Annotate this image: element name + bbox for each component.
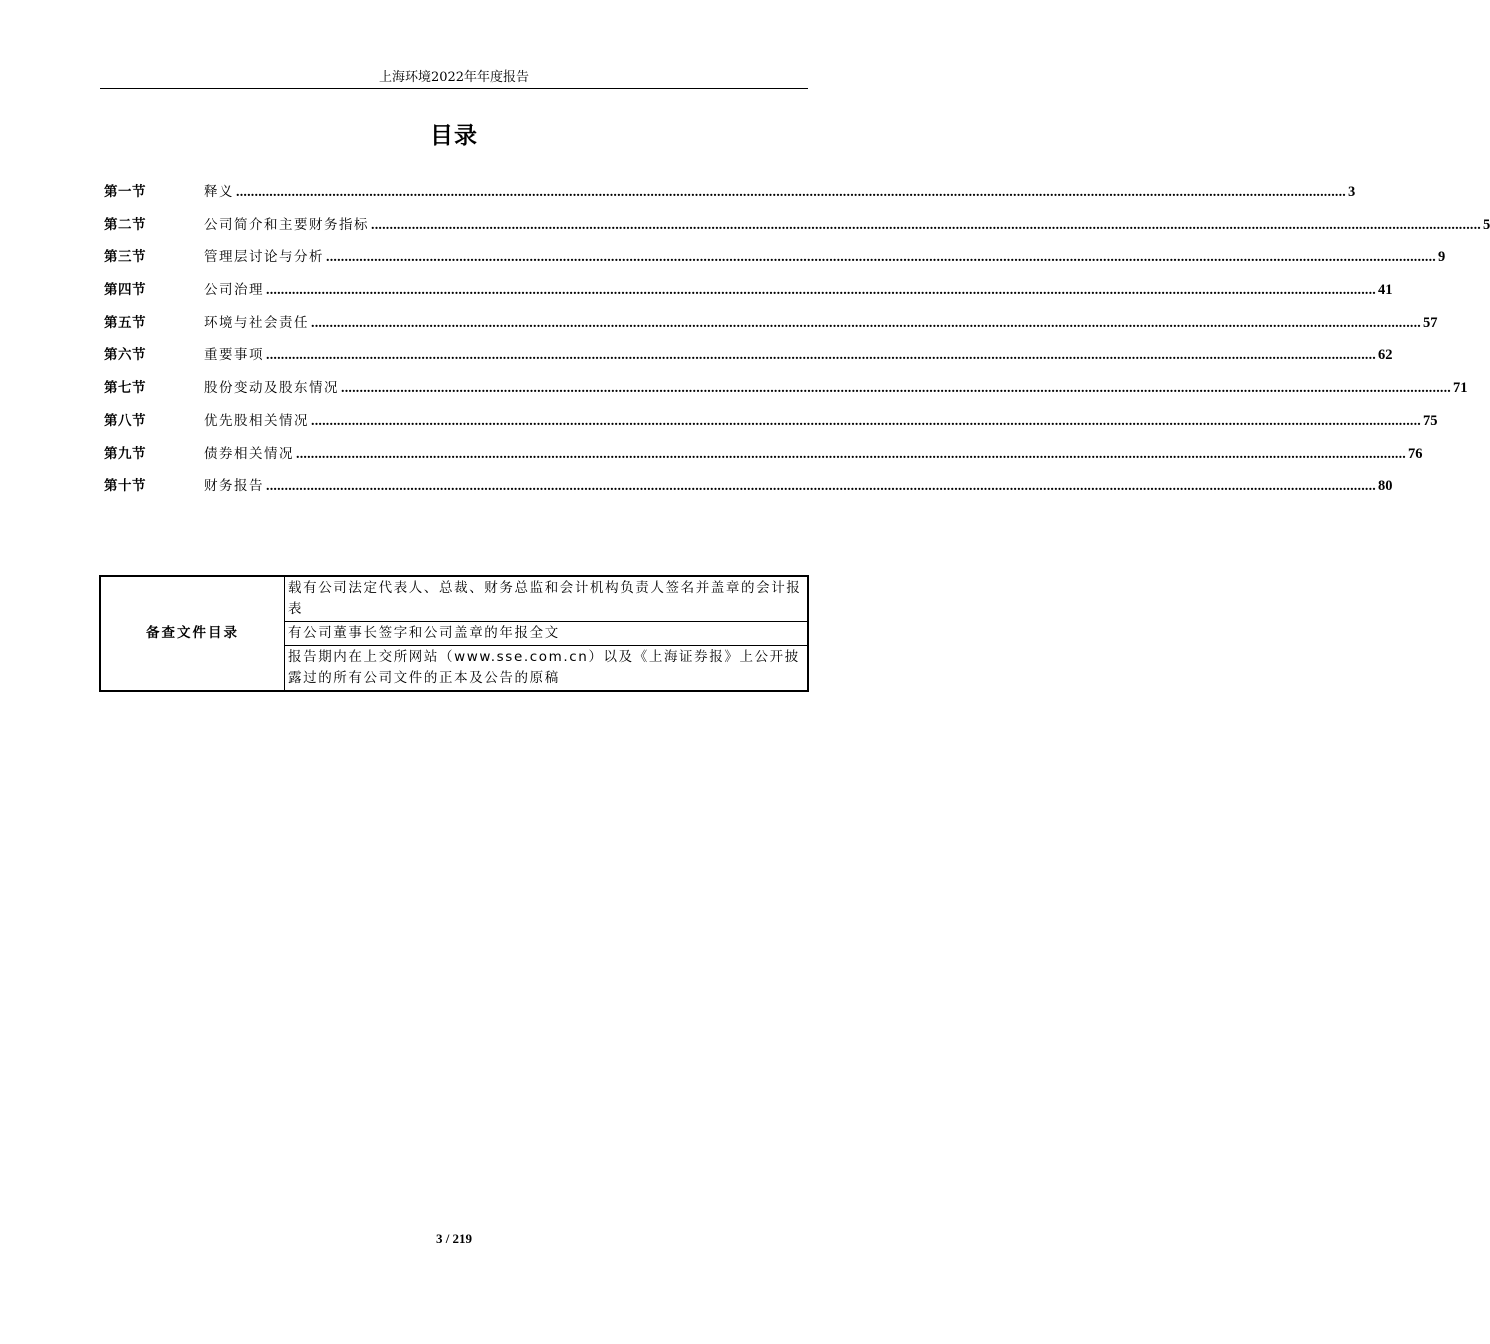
toc-entry[interactable] <box>104 442 1423 475</box>
toc-section-number: 第五节 <box>104 314 146 331</box>
toc-leader-dots: ............................................................................................................................................................................................................................................................................................................ <box>371 217 1481 233</box>
toc-section-number: 第四节 <box>104 282 146 299</box>
toc-page-number: 57 <box>1423 314 1438 331</box>
toc-section-number: 第二节 <box>104 216 146 233</box>
toc-section-title: 股份变动及股东情况 <box>204 380 339 397</box>
reference-doc-item: 有公司董事长签字和公司盖章的年报全文 <box>285 622 809 646</box>
reference-doc-item: 载有公司法定代表人、总裁、财务总监和会计机构负责人签名并盖章的会计报表 <box>285 576 809 622</box>
toc-section-number: 第六节 <box>104 347 146 364</box>
toc-section-number: 第七节 <box>104 380 146 397</box>
toc-page-number: 9 <box>1438 249 1446 266</box>
toc-leader-dots: ............................................................................................................................................................................................................................................................................................................ <box>296 446 1406 462</box>
reference-documents-table <box>99 575 809 692</box>
header-divider <box>100 88 808 89</box>
toc-entry[interactable] <box>104 180 1356 213</box>
toc-section-number: 第一节 <box>104 184 146 200</box>
toc-leader-dots: ............................................................................................................................................................................................................................................................................................................ <box>311 315 1421 331</box>
toc-leader-dots: ............................................................................................................................................................................................................................................................................................................ <box>236 185 1346 200</box>
toc-leader-dots: ............................................................................................................................................................................................................................................................................................................ <box>266 283 1376 299</box>
toc-page-number: 80 <box>1378 478 1393 495</box>
toc-section-title: 管理层讨论与分析 <box>204 249 324 266</box>
toc-page-number: 75 <box>1423 412 1438 429</box>
toc-section-title: 公司简介和主要财务指标 <box>204 216 369 233</box>
running-header: 上海环境2022年年度报告 <box>378 70 530 85</box>
toc-section-title: 债券相关情况 <box>204 445 294 462</box>
toc-entry[interactable] <box>104 245 1446 278</box>
toc-leader-dots: ............................................................................................................................................................................................................................................................................................................ <box>341 381 1451 397</box>
toc-section-number: 第八节 <box>104 412 146 429</box>
toc-section-title: 优先股相关情况 <box>204 412 309 429</box>
toc-page-number: 71 <box>1453 380 1468 397</box>
reference-doc-item: 报告期内在上交所网站（www.sse.com.cn）以及《上海证券报》上公开披露过的所有公司文件的正本及公告的原稿 <box>285 646 809 692</box>
toc-entry[interactable] <box>104 213 1490 246</box>
reference-docs-label: 备查文件目录 <box>100 576 285 691</box>
toc-section-title: 财务报告 <box>204 478 264 495</box>
toc-section-title: 释义 <box>204 184 234 200</box>
toc-page-number: 5 <box>1483 216 1490 233</box>
toc-section-title: 重要事项 <box>204 347 264 364</box>
toc-page-number: 3 <box>1348 184 1356 200</box>
toc-leader-dots: ............................................................................................................................................................................................................................................................................................................ <box>266 479 1376 495</box>
page-number: 3 / 219 <box>435 1231 473 1246</box>
toc-entry[interactable] <box>104 278 1393 311</box>
toc-entry[interactable] <box>104 474 1393 507</box>
toc-section-number: 第九节 <box>104 445 146 462</box>
toc-entry[interactable] <box>104 311 1438 344</box>
toc-entry[interactable] <box>104 376 1468 409</box>
toc-section-number: 第十节 <box>104 478 146 495</box>
toc-page-number: 62 <box>1378 347 1393 364</box>
toc-page-number: 41 <box>1378 282 1393 299</box>
toc-entry[interactable] <box>104 343 1393 376</box>
toc-section-title: 公司治理 <box>204 282 264 299</box>
table-row <box>100 576 808 622</box>
toc-page-number: 76 <box>1408 445 1423 462</box>
toc-leader-dots: ............................................................................................................................................................................................................................................................................................................ <box>311 413 1421 429</box>
page-title: 目录 <box>430 123 478 149</box>
toc-section-title: 环境与社会责任 <box>204 314 309 331</box>
toc-entry[interactable] <box>104 409 1438 442</box>
toc-section-number: 第三节 <box>104 249 146 266</box>
toc-leader-dots: ............................................................................................................................................................................................................................................................................................................ <box>326 250 1436 266</box>
toc-leader-dots: ............................................................................................................................................................................................................................................................................................................ <box>266 348 1376 364</box>
table-of-contents <box>104 180 1490 507</box>
